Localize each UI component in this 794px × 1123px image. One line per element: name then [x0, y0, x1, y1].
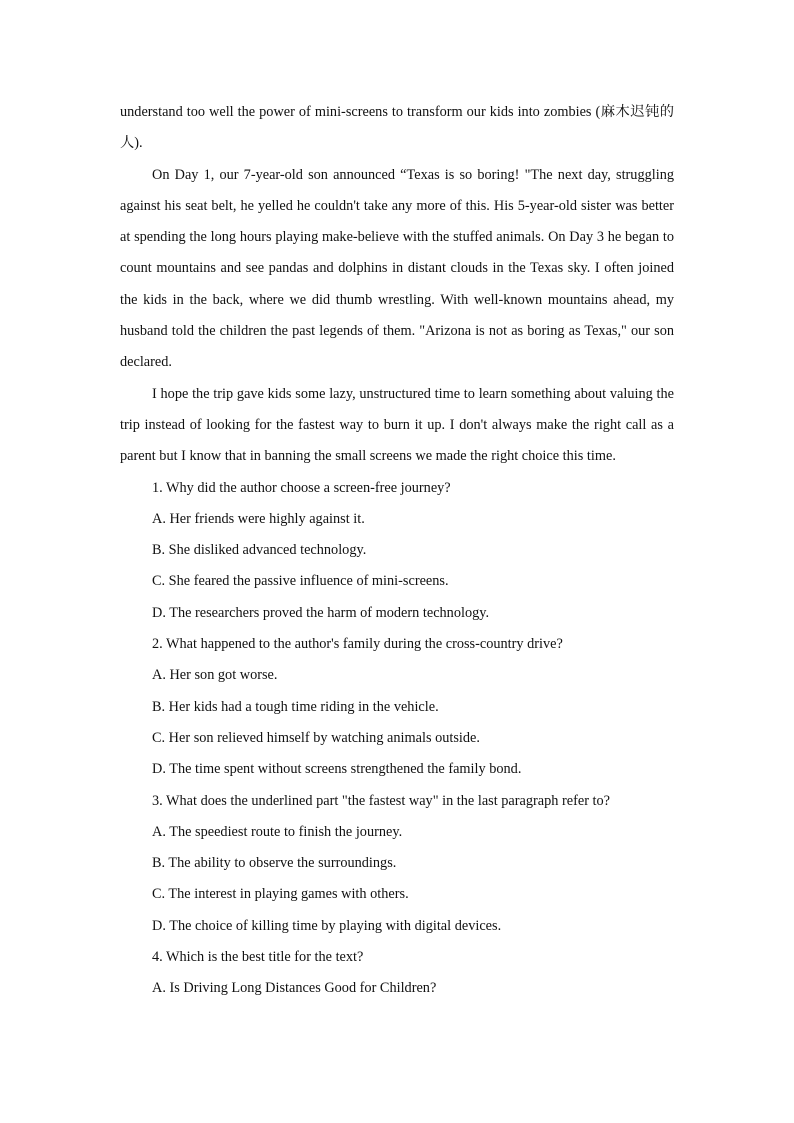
answer-option: A. Is Driving Long Distances Good for Children? [152, 980, 437, 997]
answer-option: D. The time spent without screens strengthened the family bond. [152, 761, 522, 778]
answer-option: B. The ability to observe the surroundings. [152, 855, 397, 872]
answer-option: B. Her kids had a tough time riding in the vehicle. [152, 698, 439, 715]
question-3 [120, 786, 674, 942]
answer-option: C. She feared the passive influence of mini-screens. [152, 573, 449, 590]
passage-paragraph-day-one: On Day 1, our 7-year-old son announced “Texas is so boring! "The next day, struggling against his seat belt, he yelled he couldn't take any more of this. His 5-year-old sister was better at spending the long hours playing make-believe with the stuffed animals. On Day 3 he began to count mountains and see pandas and dolphins in distant clouds in the Texas sky. I often joined the kids in the back, where we did thumb wrestling. With well-known mountains ahead, my husband told the children the past legends of them. "Arizona is not as boring as Texas," our son declared. [120, 166, 674, 371]
answer-option: B. She disliked advanced technology. [152, 542, 367, 559]
question-1 [120, 473, 674, 629]
passage-paragraph-conclusion: I hope the trip gave kids some lazy, unstructured time to learn something about valuing the trip instead of looking for the fastest way to burn it up. I don't always make the right call as a parent but I know that in banning the small screens we made the right choice this time. [120, 385, 674, 465]
answer-option: A. Her son got worse. [152, 667, 278, 684]
question-stem: 1. Why did the author choose a screen-free journey? [152, 479, 451, 496]
answer-option: D. The researchers proved the harm of modern technology. [152, 604, 490, 621]
question-stem: 4. Which is the best title for the text? [152, 949, 364, 966]
question-stem: 2. What happened to the author's family during the cross-country drive? [152, 636, 563, 653]
question-stem: 3. What does the underlined part "the fastest way" in the last paragraph refer to? [152, 792, 611, 809]
passage-paragraph-continued: understand too well the power of mini-screens to transform our kids into zombies (麻木迟钝的人). [120, 104, 674, 152]
question-2 [120, 629, 674, 785]
answer-option: A. The speediest route to finish the journey. [152, 823, 403, 840]
answer-option: D. The choice of killing time by playing with digital devices. [152, 917, 502, 934]
answer-option: C. Her son relieved himself by watching animals outside. [152, 729, 480, 746]
document-body [120, 97, 674, 1005]
question-4 [120, 942, 674, 1005]
answer-option: C. The interest in playing games with others. [152, 886, 409, 903]
answer-option: A. Her friends were highly against it. [152, 510, 365, 527]
